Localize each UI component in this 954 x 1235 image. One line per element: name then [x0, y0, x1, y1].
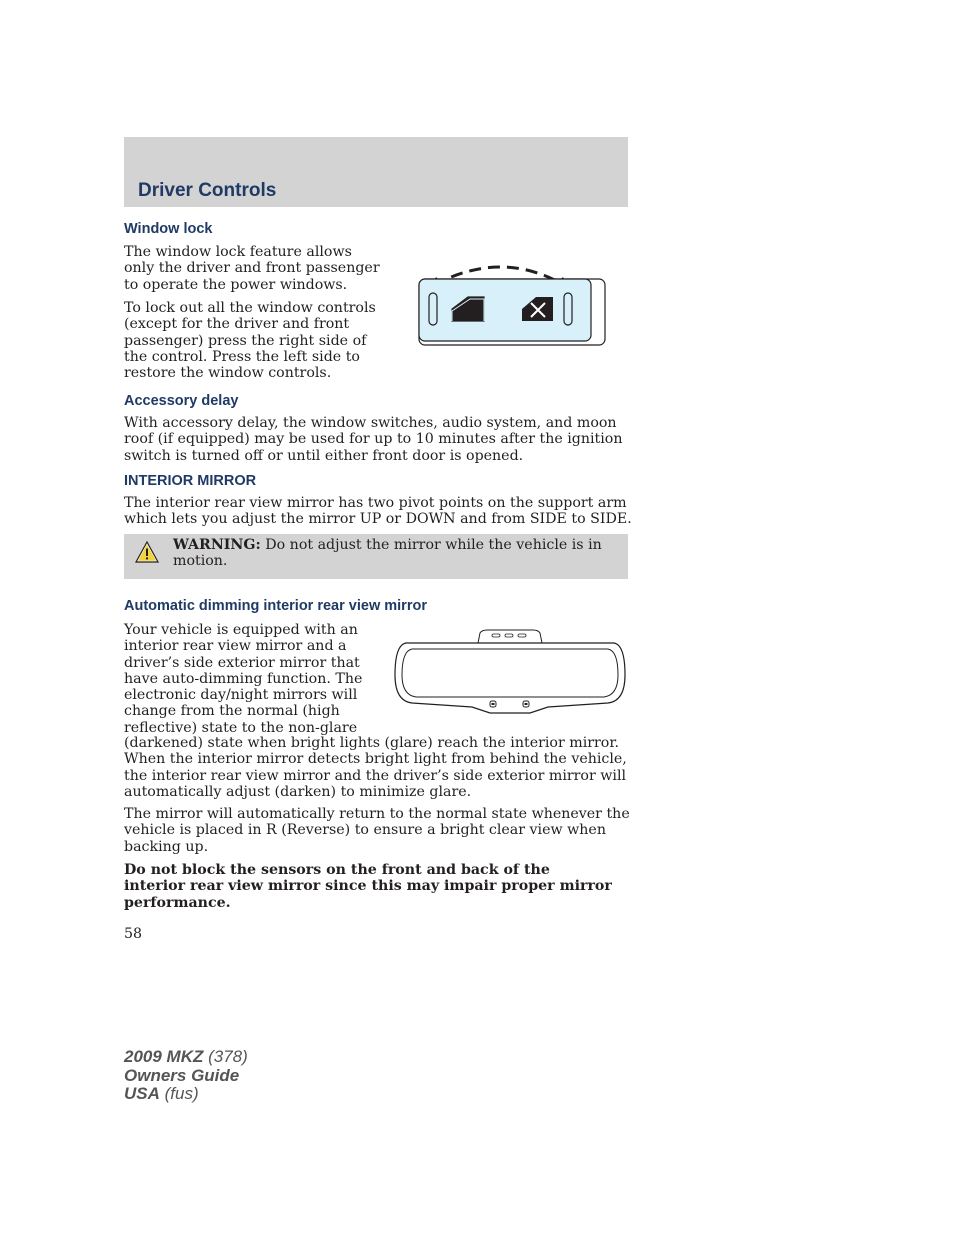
section-title: Driver Controls: [138, 180, 277, 201]
warning-message: Do not adjust the mirror while the vehicle is in motion.: [173, 537, 602, 570]
sensor-warning-paragraph: Do not block the sensors on the front and back of the interior rear view mirror since this may impair proper mirror performance.: [124, 862, 612, 911]
footer-model: 2009 MKZ: [124, 1047, 204, 1066]
auto-dimming-paragraph-1-lines: [124, 622, 386, 736]
footer-region-line: [124, 1085, 199, 1104]
footer-region: USA: [124, 1084, 160, 1103]
accessory-delay-heading: Accessory delay: [124, 393, 239, 409]
auto-dimming-paragraph-1-continued: (darkened) state when bright lights (glare) reach the interior mirror. When the interior mirror detects bright light from behind the vehicle, the interior rear view mirror and the driver’s side exterior mirror will automatically adjust (darken) to minimize glare.: [124, 735, 627, 800]
auto-dimming-line: have auto-dimming function. The: [124, 670, 363, 687]
auto-dimming-line: Your vehicle is equipped with an: [124, 622, 358, 638]
footer-model-code: (378): [203, 1047, 248, 1066]
warning-label: WARNING:: [173, 537, 261, 553]
auto-dimming-paragraph-2: The mirror will automatically return to the normal state whenever the vehicle is placed in R (Reverse) to ensure a bright clear view when backing up.: [124, 806, 630, 855]
auto-dimming-line: electronic day/night mirrors will: [124, 687, 358, 704]
section-header-band: [124, 137, 628, 207]
footer-guide: Owners Guide: [124, 1066, 240, 1085]
window-lock-paragraph-1: The window lock feature allows only the driver and front passenger to operate the power windows.: [124, 244, 380, 293]
warning-text: [173, 537, 613, 570]
footer-region-code: (fus): [159, 1084, 199, 1103]
warning-triangle-icon: [135, 541, 159, 563]
auto-dimming-line: reflective) state to the non-glare: [124, 719, 358, 736]
rear-view-mirror-illustration: [392, 627, 628, 717]
warning-box: [124, 534, 628, 579]
window-lock-paragraph-2: To lock out all the window controls (except for the driver and front passenger) press the right side of the control. Press the left side to restore the window controls.: [124, 300, 376, 382]
auto-dimming-line: interior rear view mirror and a: [124, 638, 347, 655]
footer-guide-line: [124, 1067, 239, 1086]
page-number: 58: [124, 926, 143, 942]
interior-mirror-heading: INTERIOR MIRROR: [124, 473, 257, 489]
auto-dimming-line: driver’s side exterior mirror that: [124, 654, 360, 671]
footer-model-line: [124, 1048, 248, 1067]
accessory-delay-paragraph: With accessory delay, the window switches, audio system, and moon roof (if equipped) may be used for up to 10 minutes after the ignition switch is turned off or until either front door is opened.: [124, 415, 623, 464]
window-lock-heading: Window lock: [124, 221, 213, 237]
interior-mirror-paragraph: The interior rear view mirror has two pivot points on the support arm which lets you adjust the mirror UP or DOWN and from SIDE to SIDE.: [124, 495, 632, 528]
window-lock-switch-illustration: [412, 255, 612, 349]
auto-dimming-line: change from the normal (high: [124, 703, 340, 720]
auto-dimming-heading: Automatic dimming interior rear view mirror: [124, 598, 427, 614]
